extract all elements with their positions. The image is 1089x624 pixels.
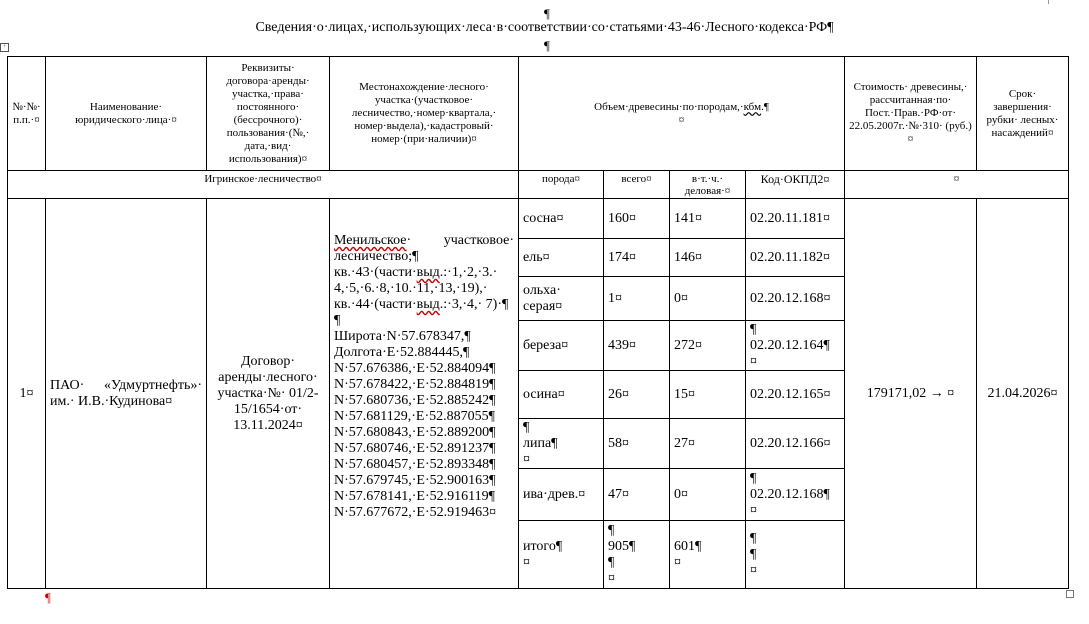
species-incl-cell <box>670 521 746 589</box>
location-vyd: выд <box>416 297 440 312</box>
header-requisites: Реквизиты· договора·аренды· участка,·права· постоянного· (бессрочного)· пользования·(№,· дата,·вид· использования)¤ <box>207 57 330 171</box>
header-location: Местонахождение·лесного· участка·(участковое· лесничество,·номер·квартала,· номер·выдела),·кадастровый· номер·(при·наличии)¤ <box>330 57 519 171</box>
species-total-cell <box>604 521 670 589</box>
row-contract: Договор· аренды·лесного· участка·№· 01/2-15/1654·от· 13.11.2024¤ <box>207 199 330 589</box>
coords-9: N·57.679745,·Е·52.900163¶ <box>334 473 496 488</box>
row-legal-entity: ПАО· «Удмуртнефть»· им.· И.В.·Кудинова¤ <box>46 199 207 589</box>
coords-11: N·57.677672,·Е·52.919463¤ <box>334 505 497 520</box>
species-total: 58¤ <box>604 419 670 469</box>
coords-4: N·57.680736,·Е·52.885242¶ <box>334 393 496 408</box>
cell-end-mark: ¤ <box>750 353 757 369</box>
species-okpd-cell <box>746 321 845 371</box>
table-resize-handle[interactable] <box>1066 590 1074 598</box>
header-volume-text: Объем·древесины·по·породам,· <box>594 100 744 113</box>
paragraph-mark: ¶ <box>750 530 757 546</box>
cell-end-mark: ¤ <box>750 562 757 578</box>
paragraph-mark: ¶ <box>334 313 341 328</box>
subheader-incl: в·т.·ч.· деловая·¤ <box>670 171 746 199</box>
paragraph-mark: ¶ <box>750 546 757 562</box>
header-volume-unit: кбм <box>743 100 762 113</box>
page-corner-mark <box>1048 0 1049 4</box>
species-total: 1¤ <box>604 277 670 321</box>
paragraph-mark: ¶ <box>750 321 757 337</box>
subheader-okpd: Код·ОКПД2¤ <box>746 171 845 199</box>
row-term: 21.04.2026¤ <box>977 199 1069 589</box>
coords-10: N·57.678141,·Е·52.916119¶ <box>334 489 495 504</box>
species-okpd: 02.20.11.181¤ <box>746 199 845 239</box>
coords-1: Долгота·Е·52.884445,¶ <box>334 345 470 360</box>
species-incl: 141¤ <box>670 199 746 239</box>
paragraph-mark: ¶ <box>544 38 550 53</box>
header-term: Срок· завершения· рубки· лесных· насаждений¤ <box>977 57 1069 171</box>
header-cost: Стоимость· древесины,· рассчитанная·по· Пост.·Прав.·РФ·от· 22.05.2007г.·№·310· (руб.)¤ <box>845 57 977 171</box>
header-row <box>8 57 1069 171</box>
species-okpd: 02.20.12.166¤ <box>746 419 845 469</box>
coords-6: N·57.680843,·Е·52.889200¶ <box>334 425 496 440</box>
subheader-empty: ¤ <box>845 171 1069 199</box>
species-incl: 272¤ <box>670 321 746 371</box>
species-okpd: 02.20.12.164¶ <box>750 337 830 353</box>
table-row <box>8 199 1069 239</box>
paragraph-mark: ¶ <box>45 590 51 605</box>
cell-end-mark: ¤ <box>523 451 530 467</box>
header-volume-end: .¶ <box>761 100 769 113</box>
location-vyd: выд <box>416 265 440 280</box>
subheader-row <box>8 171 1069 199</box>
species-total: 905¶ <box>608 538 636 554</box>
header-num: №·№· п.п.·¤ <box>8 57 46 171</box>
location-text: · участковое· лесничество;¶ <box>334 233 514 264</box>
species-breed: сосна¤ <box>519 199 604 239</box>
document-title: Сведения·о·лицах,·использующих·леса·в·соответствии·со·статьями·43-46·Лесного·кодекса·РФ¶ <box>255 20 834 35</box>
cell-end-mark: ¤ <box>674 554 681 570</box>
species-breed: липа¶ <box>523 435 558 451</box>
species-total: 439¤ <box>604 321 670 371</box>
species-breed: ива·древ.¤ <box>519 469 604 521</box>
species-incl: 0¤ <box>670 469 746 521</box>
forestry-name: Игринское·лесничество¤ <box>8 171 519 199</box>
forest-users-table <box>7 56 1069 589</box>
paragraph-mark: ¶ <box>608 522 615 538</box>
species-okpd-cell <box>746 521 845 589</box>
species-breed-cell <box>519 419 604 469</box>
species-breed: итого¶ <box>523 538 563 554</box>
coords-8: N·57.680457,·Е·52.893348¶ <box>334 457 496 472</box>
paragraph-mark: ¶ <box>523 419 530 435</box>
species-breed: ель¤ <box>519 239 604 277</box>
coords-3: N·57.678422,·Е·52.884819¶ <box>334 377 496 392</box>
cell-end-mark: ¤ <box>523 554 530 570</box>
species-okpd: 02.20.12.168¶ <box>750 486 830 502</box>
coords-5: N·57.681129,·Е·52.887055¶ <box>334 409 495 424</box>
row-cost: 179171,02 → ¤ <box>845 199 977 589</box>
cell-end-mark: ¤ <box>750 502 757 518</box>
species-breed: ольха· серая¤ <box>519 277 604 321</box>
species-okpd: 02.20.12.165¤ <box>746 371 845 419</box>
coords-2: N·57.676386,·Е·52.884094¶ <box>334 361 496 376</box>
row-num: 1¤ <box>8 199 46 589</box>
species-okpd-cell <box>746 469 845 521</box>
species-total: 160¤ <box>604 199 670 239</box>
cell-end-mark: ¤ <box>608 570 615 586</box>
location-forestry: Менильское <box>334 233 407 248</box>
subheader-breed: порода¤ <box>519 171 604 199</box>
subheader-total: всего¤ <box>604 171 670 199</box>
species-total: 47¤ <box>604 469 670 521</box>
coords-7: N·57.680746,·Е·52.891237¶ <box>334 441 496 456</box>
species-incl: 0¤ <box>670 277 746 321</box>
species-incl: 146¤ <box>670 239 746 277</box>
row-location <box>330 199 519 589</box>
species-okpd: 02.20.11.182¤ <box>746 239 845 277</box>
paragraph-mark: ¶ <box>544 6 550 21</box>
species-breed: осина¤ <box>519 371 604 419</box>
paragraph-mark: ¶ <box>608 554 615 570</box>
species-okpd: 02.20.12.168¤ <box>746 277 845 321</box>
table-move-handle-icon[interactable]: + <box>0 43 9 52</box>
header-name: Наименование· юридического·лица·¤ <box>46 57 207 171</box>
cell-end-mark: ¤ <box>678 113 685 126</box>
coords-0: Широта·N·57.678347,¶ <box>334 329 471 344</box>
species-incl: 27¤ <box>670 419 746 469</box>
paragraph-mark: ¶ <box>750 470 757 486</box>
header-volume <box>519 57 845 171</box>
species-breed-cell <box>519 521 604 589</box>
species-incl: 601¶ <box>674 538 702 554</box>
species-incl: 15¤ <box>670 371 746 419</box>
location-kv-rest: .:·1,·2,·3.· 4,·5,·6.·8,·10.·11,·13,·19),· кв.·44·(части· <box>334 265 498 312</box>
species-breed: береза¤ <box>519 321 604 371</box>
species-total: 174¤ <box>604 239 670 277</box>
location-kv: кв.·43·(части· <box>334 265 417 280</box>
location-kv-rest: .:·3,·4,· 7)·¶ <box>439 297 509 312</box>
species-total: 26¤ <box>604 371 670 419</box>
